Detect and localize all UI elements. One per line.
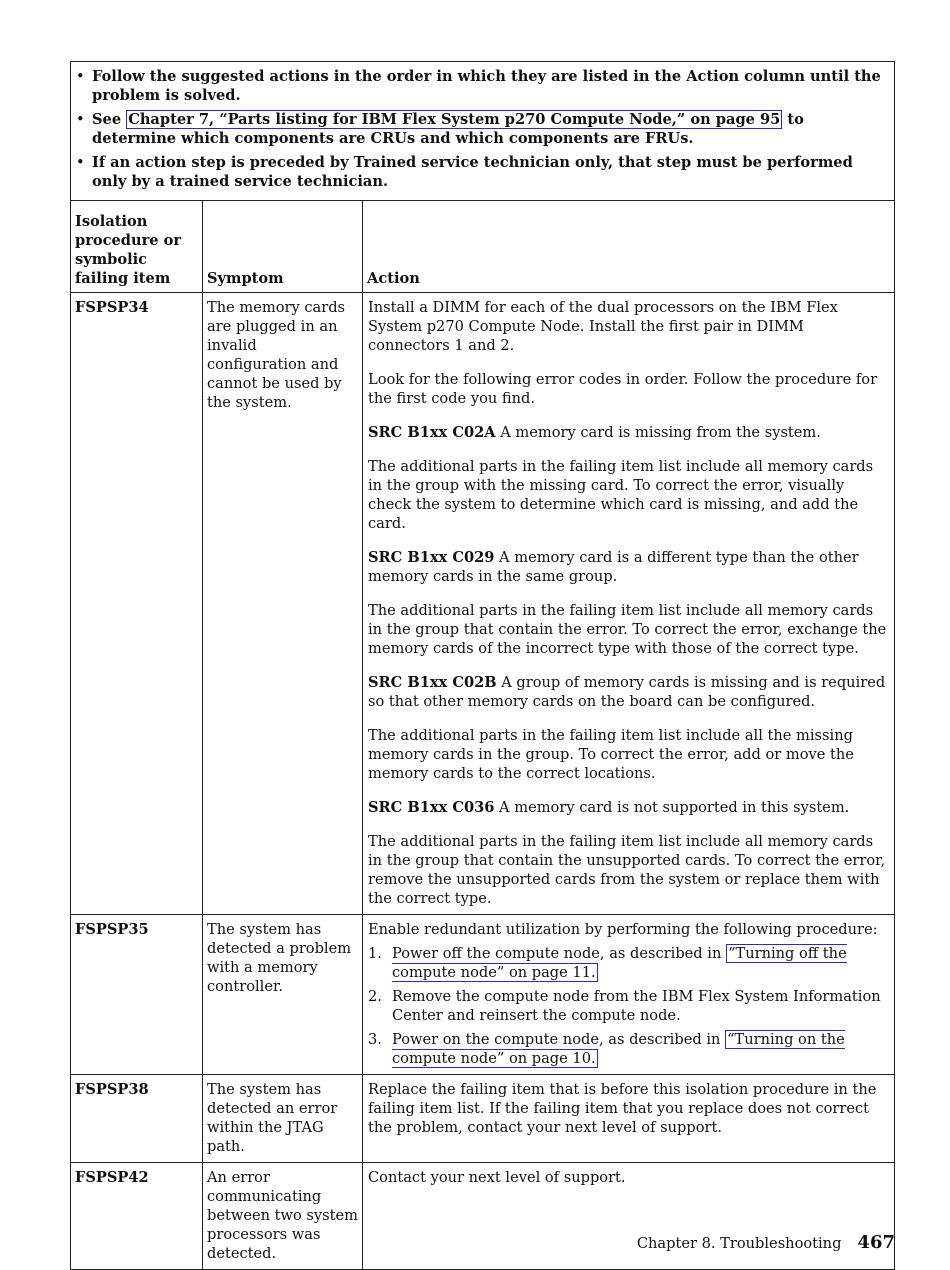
symptom-cell: The memory cards are plugged in an invalid configuration and cannot be used by the system. [203,293,363,915]
table-row [71,1075,895,1163]
notes-cell [71,62,895,201]
error-code: SRC B1xx C02B [368,674,497,691]
action-paragraph: The additional parts in the failing item list include all memory cards in the group that contain the unsupported cards. To correct the error, remove the unsupported cards from the system or replace them with the correct type. [368,833,886,907]
error-code-paragraph [368,423,890,442]
action-intro: Enable redundant utilization by performing the following procedure: [368,921,878,938]
step-number: 2. [368,988,382,1005]
note-text: See [92,111,127,128]
page-number: 467 [857,1232,895,1253]
header-isolation: Isolation procedure or symbolic failing item [71,201,203,293]
procedure-step [368,944,890,982]
table-row [71,915,895,1075]
error-code: SRC B1xx C036 [368,799,495,816]
symptom-cell: An error communicating between two system processors was detected. [203,1163,363,1270]
chapter-7-link[interactable]: Chapter 7, “Parts listing for IBM Flex System p270 Compute Node,” on page 95 [128,111,781,128]
note-text: to determine which components are CRUs and which components are FRUs. [92,111,804,147]
procedure-step [368,987,890,1025]
procedure-id: FSPSP35 [71,915,203,1075]
note-item [75,153,888,191]
action-cell: Replace the failing item that is before this isolation procedure in the failing item list. If the failing item that you replace does not correct the problem, contact your next level of support. [363,1075,895,1163]
symptom-cell: The system has detected a problem with a memory controller. [203,915,363,1075]
step-text: Power off the compute node, as described in [392,945,726,962]
procedure-id: FSPSP34 [71,293,203,915]
action-paragraph: The additional parts in the failing item list include all memory cards in the group with the missing card. To correct the error, visually check the system to determine which card is missing, and add the card. [368,458,874,532]
error-code-paragraph [368,548,890,586]
footer-chapter-title: Chapter 8. Troubleshooting [636,1235,842,1252]
action-paragraph: Install a DIMM for each of the dual processors on the IBM Flex System p270 Compute Node. Install the first pair in DIMM connectors 1 and 2. [368,299,838,354]
error-code: SRC B1xx C029 [368,549,495,566]
error-code-description: A memory card is missing from the system. [495,424,821,441]
action-cell: Contact your next level of support. [363,1163,895,1270]
note-text: Follow the suggested actions in the order in which they are listed in the Action column until the problem is solved. [92,68,881,104]
step-text: Remove the compute node from the IBM Flex System Information Center and reinsert the compute node. [392,988,881,1024]
action-cell [363,915,895,1075]
procedure-id: FSPSP42 [71,1163,203,1270]
symptom-cell: The system has detected an error within the JTAG path. [203,1075,363,1163]
table-header-row [71,201,895,293]
error-code-description: A group of memory cards is missing and is required so that other memory cards on the board can be configured. [368,674,886,710]
table-row [71,1163,895,1270]
action-cell [363,293,895,915]
step-number: 1. [368,945,382,962]
error-code-paragraph [368,673,890,711]
procedure-steps [368,944,890,1068]
troubleshooting-table [70,61,895,1270]
note-item [75,110,888,148]
action-paragraph: The additional parts in the failing item list include all memory cards in the group that contain the error. To correct the error, exchange the memory cards of the incorrect type with those of the correct type. [368,602,887,657]
header-symptom: Symptom [203,201,363,293]
action-paragraph: The additional parts in the failing item list include all the missing memory cards in the group. To correct the error, add or move the memory cards to the correct locations. [368,727,854,782]
step-number: 3. [368,1031,382,1048]
error-code: SRC B1xx C02A [368,424,496,441]
notes-row [71,62,895,201]
note-text: If an action step is preceded by Trained service technician only, that step must be performed only by a trained service technician. [92,154,853,190]
error-code-description: A memory card is not supported in this system. [494,799,850,816]
notes-list [75,67,888,191]
procedure-step [368,1030,890,1068]
action-paragraph: Look for the following error codes in order. Follow the procedure for the first code you find. [368,371,878,407]
turning-on-link[interactable]: “Turning on the compute node” on page 10. [392,1031,845,1067]
header-action: Action [363,201,895,293]
table-row [71,293,895,915]
error-code-paragraph [368,798,890,817]
page-footer [637,1233,895,1253]
error-code-description: A memory card is a different type than the other memory cards in the same group. [368,549,859,585]
step-text: Power on the compute node, as described in [392,1031,726,1048]
procedure-id: FSPSP38 [71,1075,203,1163]
turning-off-link[interactable]: “Turning off the compute node” on page 11. [392,945,847,981]
note-item [75,67,888,105]
